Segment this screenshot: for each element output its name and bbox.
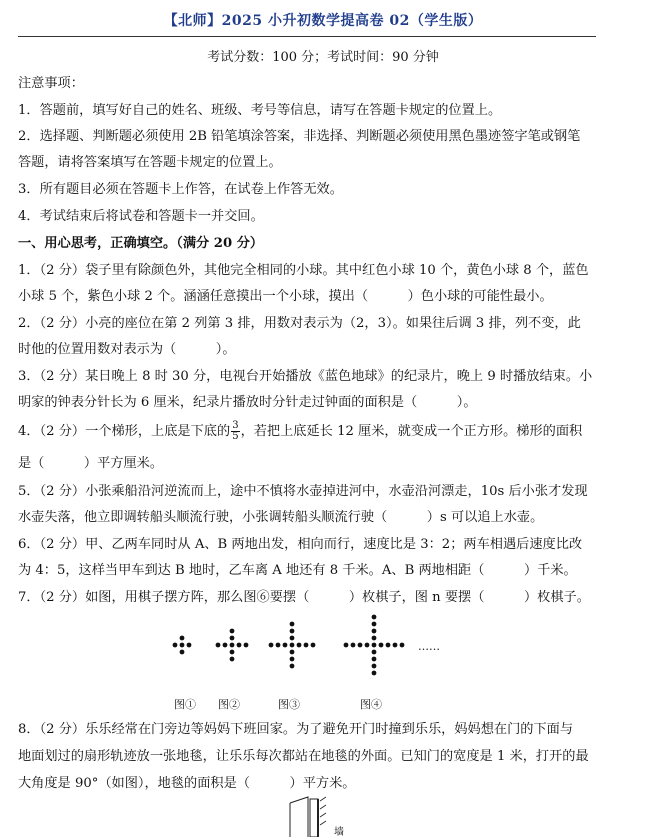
chess-piece: [237, 643, 242, 648]
chess-piece: [230, 643, 235, 648]
wall-label: 墙: [334, 827, 344, 837]
cross-figure-4: [344, 615, 405, 676]
question-6-line-2: 为 4：5，这样当甲车到达 B 地时，乙车离 A 地还有 8 千米。A、B 两地相距（ ）千米。: [18, 563, 577, 578]
question-6-line-1: 6．（2 分）甲、乙两车同时从 A、B 两地出发，相向而行，速度比是 3：2；两车相遇后速度比改: [18, 537, 583, 552]
door-shape: [290, 797, 308, 837]
chess-piece: [230, 629, 235, 634]
cross-figure-3: [269, 622, 316, 669]
chess-piece: [372, 664, 377, 669]
question-3-line-2: 明家的钟表分针长为 6 厘米，纪录片播放时分针走过钟面的面积是（ ）。: [18, 395, 477, 410]
chess-piece: [372, 636, 377, 641]
question-2-line-1: 2．（2 分）小亮的座位在第 2 列第 3 排，用数对表示为（2，3）。如果往后调 3 排，列不变，此: [18, 316, 581, 331]
chess-piece: [230, 636, 235, 641]
question-5-line-1: 5．（2 分）小张乘船沿河逆流而上，途中不慎将水壶掉进河中，水壶沿河漂走，10s 后小张才发现: [18, 484, 588, 499]
chess-piece: [372, 615, 377, 620]
question-8-line-1: 8．（2 分）乐乐经常在门旁边等妈妈下班回家。为了避免开门时撞到乐乐，妈妈想在门的下面与: [18, 722, 574, 737]
note-item: 4．考试结束后将试卷和答题卡一并交回。: [18, 209, 264, 224]
fraction-numerator: 3: [232, 420, 239, 431]
chess-piece: [180, 650, 185, 655]
chess-piece: [187, 643, 192, 648]
chess-piece: [173, 643, 178, 648]
chess-crosses-figure: [160, 610, 460, 700]
question-4-line-2: 是（ ）平方厘米。: [18, 456, 164, 471]
notes-heading: 注意事项：: [18, 76, 84, 91]
chess-piece: [230, 650, 235, 655]
question-4-text-a: 4．（2 分）一个梯形，上底是下底的: [18, 424, 231, 439]
chess-piece: [223, 643, 228, 648]
exam-title: 【北师】2025 小升初数学提高卷 02（学生版）: [163, 13, 483, 29]
chess-piece: [283, 643, 288, 648]
chess-piece: [372, 650, 377, 655]
question-5-line-2: 水壶失落，他立即调转船头顺流行驶，小张调转船头顺流行驶（ ）s 可以追上水壶。: [18, 510, 544, 525]
chess-piece: [276, 643, 281, 648]
cross-figure-2: [216, 629, 249, 662]
note-item: 2．选择题、判断题必须使用 2B 铅笔填涂答案，非选择、判断题必须使用黑色墨迹签字笔或钢笔: [18, 129, 581, 144]
chess-piece: [311, 643, 316, 648]
chess-piece: [372, 671, 377, 676]
exam-meta: 考试分数：100 分；考试时间：90 分钟: [207, 50, 439, 65]
chess-piece: [304, 643, 309, 648]
fraction: [231, 421, 239, 442]
chess-piece: [290, 664, 295, 669]
section-heading: 一、用心思考，正确填空。（满分 20 分）: [18, 236, 264, 251]
question-3-line-1: 3．（2 分）某日晚上 8 时 30 分，电视台开始播放《蓝色地球》的纪录片，晚上 9 时播放结束。小: [18, 369, 593, 384]
wall-shape: [310, 799, 318, 837]
question-8-line-3: 大角度是 90°（如图），地毯的面积是（ ）平方米。: [18, 776, 356, 791]
title-rule: [18, 36, 596, 37]
note-item: 答题，请将答案填写在答题卡规定的位置上。: [18, 155, 282, 170]
ellipsis: ……: [418, 640, 440, 653]
question-7-line-1: 7．（2 分）如图，用棋子摆方阵，那么图⑥要摆（ ）枚棋子，图 n 要摆（ ）枚棋子。: [18, 590, 590, 605]
chess-piece: [297, 643, 302, 648]
chess-piece: [180, 643, 185, 648]
figure-label: 图②: [218, 698, 240, 711]
chess-piece: [386, 643, 391, 648]
note-item: 1．答题前，填写好自己的姓名、班级、考号等信息，请写在答题卡规定的位置上。: [18, 103, 502, 118]
chess-piece: [216, 643, 221, 648]
chess-piece: [358, 643, 363, 648]
figure-label: 图③: [278, 698, 300, 711]
question-1-line-1: 1．（2 分）袋子里有除颜色外，其他完全相同的小球。其中红色小球 10 个，黄色小球 8 个，蓝色: [18, 263, 589, 278]
chess-piece: [290, 643, 295, 648]
chess-piece: [244, 643, 249, 648]
question-1-line-2: 小球 5 个，紫色小球 2 个。涵涵任意摸出一个小球，摸出（ ）色小球的可能性最小。: [18, 289, 553, 304]
chess-piece: [180, 636, 185, 641]
chess-piece: [400, 643, 405, 648]
chess-piece: [290, 622, 295, 627]
chess-piece: [372, 629, 377, 634]
cross-figure-1: [173, 636, 192, 655]
chess-piece: [393, 643, 398, 648]
chess-piece: [290, 657, 295, 662]
chess-piece: [351, 643, 356, 648]
figure-label: 图④: [360, 698, 382, 711]
chess-piece: [365, 643, 370, 648]
chess-piece: [290, 629, 295, 634]
chess-piece: [290, 636, 295, 641]
question-2-line-2: 时他的位置用数对表示为（ ）。: [18, 342, 236, 357]
door-wall-figure: [280, 795, 360, 837]
figure-label: 图①: [174, 698, 196, 711]
chess-piece: [372, 657, 377, 662]
chess-piece: [372, 643, 377, 648]
question-4-text-b: ，若把上底延长 12 厘米，就变成一个正方形。梯形的面积: [240, 424, 583, 439]
chess-piece: [290, 650, 295, 655]
chess-piece: [269, 643, 274, 648]
chess-piece: [344, 643, 349, 648]
chess-piece: [379, 643, 384, 648]
chess-piece: [230, 657, 235, 662]
chess-piece: [372, 622, 377, 627]
fraction-denominator: 5: [232, 431, 239, 442]
question-4-line-1: [18, 420, 582, 442]
question-8-line-2: 地面划过的扇形轨迹放一张地毯，让乐乐每次都站在地毯的外面。已知门的宽度是 1 米，打开的最: [18, 749, 589, 764]
note-item: 3．所有题目必须在答题卡上作答，在试卷上作答无效。: [18, 182, 343, 197]
